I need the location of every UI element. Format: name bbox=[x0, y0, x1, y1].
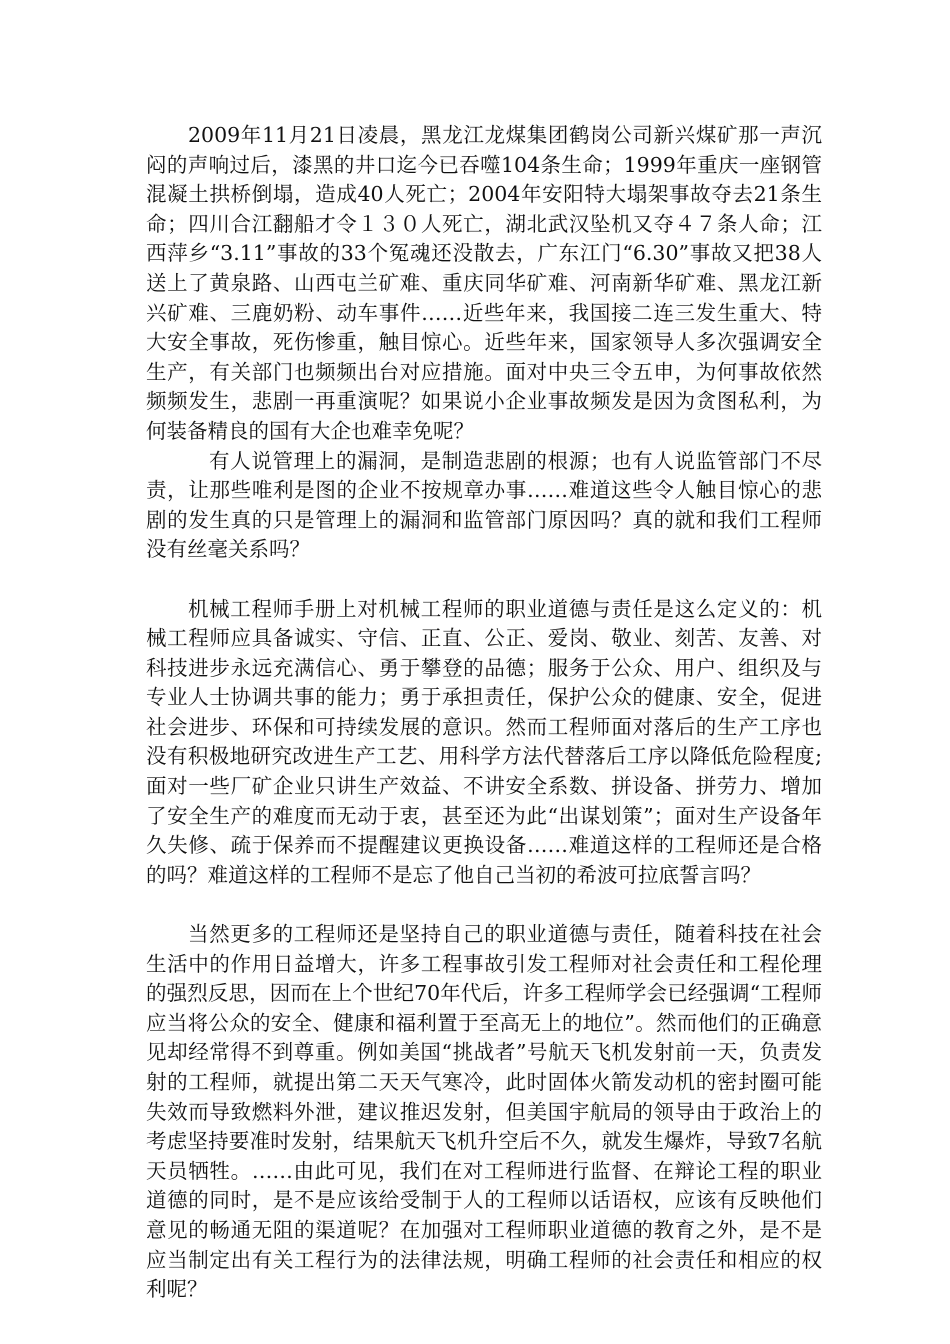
paragraph-2: 有人说管理上的漏洞，是制造悲剧的根源；也有人说监管部门不尽责，让那些唯利是图的企业不按规章办事……难道这些令人触目惊心的悲剧的发生真的只是管理上的漏洞和监管部门原因吗？真的就和我们工程师没有丝毫关系吗？ bbox=[146, 448, 822, 562]
document-body bbox=[146, 121, 822, 1305]
paragraph-1: 2009年11月21日凌晨，黑龙江龙煤集团鹤岗公司新兴煤矿那一声沉闷的声响过后，漆黑的井口迄今已吞噬104条生命；1999年重庆一座钢管混凝土拱桥倒塌，造成40人死亡；2004年安阳特大塌架事故夺去21条生命；四川合江翻船才令１３０人死亡，湖北武汉坠机又夺４７条人命；江西萍乡“3.11”事故的33个冤魂还没散去，广东江门“6.30”事故又把38人送上了黄泉路、山西屯兰矿难、重庆同华矿难、河南新华矿难、黑龙江新兴矿难、三鹿奶粉、动车事件……近些年来，我国接二连三发生重大、特大安全事故，死伤惨重，触目惊心。近些年来，国家领导人多次强调安全生产，有关部门也频频出台对应措施。面对中央三令五申，为何事故依然频频发生，悲剧一再重演呢？如果说小企业事故频发是因为贪图私利，为何装备精良的国有大企也难幸免呢？ bbox=[146, 123, 822, 443]
paragraph-4: 当然更多的工程师还是坚持自己的职业道德与责任，随着科技在社会生活中的作用日益增大，许多工程事故引发工程师对社会责任和工程伦理的强烈反思，因而在上个世纪70年代后，许多工程师学会已经强调“工程师应当将公众的安全、健康和福利置于至高无上的地位”。然而他们的正确意见却经常得不到尊重。例如美国“挑战者”号航天飞机发射前一天，负责发射的工程师，就提出第二天天气寒冷，此时固体火箭发动机的密封圈可能失效而导致燃料外泄，建议推迟发射，但美国宇航局的领导由于政治上的考虑坚持要准时发射，结果航天飞机升空后不久，就发生爆炸，导致7名航天员牺牲。……由此可见，我们在对工程师进行监督、在辩论工程的职业道德的同时，是不是应该给受制于人的工程师以话语权，应该有反映他们意见的畅通无阻的渠道呢？在加强对工程师职业道德的教育之外，是不是应当制定出有关工程行为的法律法规，明确工程师的社会责任和相应的权利呢？ bbox=[146, 922, 822, 1302]
paragraph-spacer bbox=[146, 565, 822, 595]
paragraph-3: 机械工程师手册上对机械工程师的职业道德与责任是这么定义的：机械工程师应具备诚实、守信、正直、公正、爱岗、敬业、刻苦、友善、对科技进步永远充满信心、勇于攀登的品德；服务于公众、用户、组织及与专业人士协调共事的能力；勇于承担责任，保护公众的健康、安全，促进社会进步、环保和可持续发展的意识。然而工程师面对落后的生产工序也没有积极地研究改进生产工艺、用科学方法代替落后工序以降低危险程度;面对一些厂矿企业只讲生产效益、不讲安全系数、拼设备、拼劳力、增加了安全生产的难度而无动于衷，甚至还为此“出谋划策”；面对生产设备年久失修、疏于保养而不提醒建议更换设备……难道这样的工程师还是合格的吗？难道这样的工程师不是忘了他自己当初的希波可拉底誓言吗？ bbox=[146, 596, 822, 887]
paragraph-spacer bbox=[146, 890, 822, 920]
